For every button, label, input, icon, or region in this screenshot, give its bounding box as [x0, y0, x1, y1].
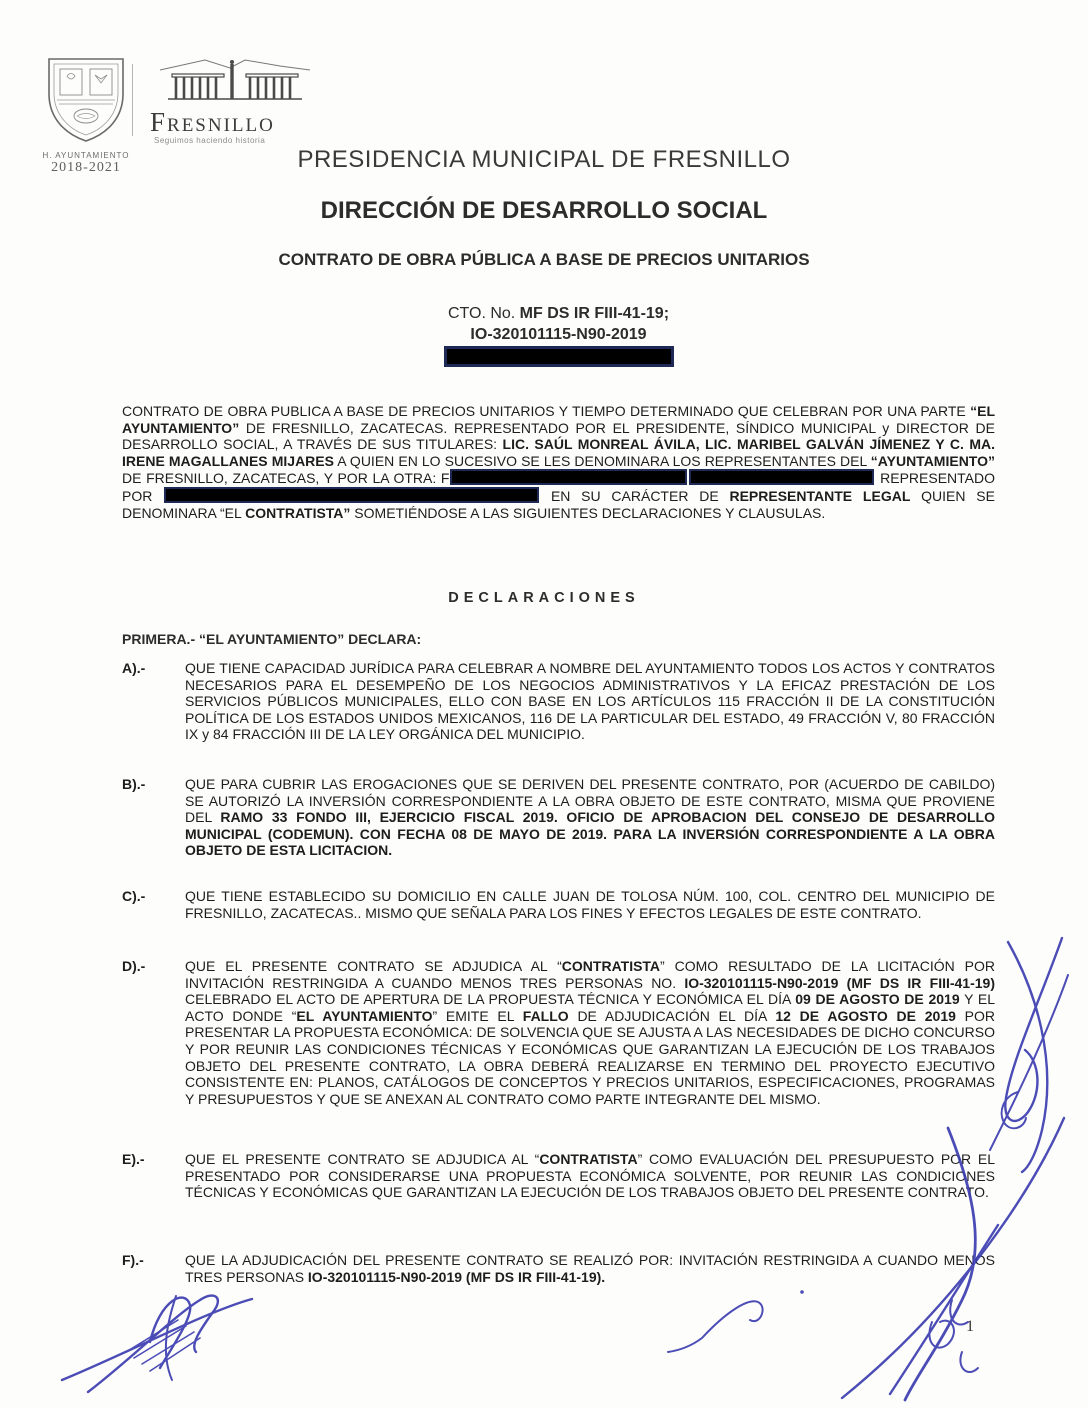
- declaration-item-e: [122, 1151, 995, 1201]
- text-segment: LIC. SAÚL MONREAL ÁVILA, LIC. MARIBEL GALVÁN JÍMENEZ Y C. MA. IRENE MAGALLANES MIJARES: [122, 436, 995, 469]
- shield-caption: H. AYUNTAMIENTO: [42, 151, 130, 160]
- department-title: DIRECCIÓN DE DESARROLLO SOCIAL: [320, 197, 768, 224]
- item-text: [185, 888, 995, 921]
- fresnillo-monument-icon: [150, 91, 318, 108]
- text-segment: QUE TIENE ESTABLECIDO SU DOMICILIO EN CALLE JUAN DE TOLOSA NÚM. 100, COL. CENTRO DEL MUNICIPIO DE FRESNILLO, ZACATECAS.. MISMO QUE SEÑALA PARA LOS FINES Y EFECTOS LEGALES DE ESTE CONTRATO.: [185, 888, 995, 921]
- declaration-item-d: [122, 958, 995, 1107]
- item-label: C).-: [122, 888, 146, 904]
- text-segment: QUE LA ADJUDICACIÓN DEL PRESENTE CONTRATO SE REALIZÓ POR: INVITACIÓN RESTRINGIDA A CUANDO MENOS TRES PERSONAS: [185, 1252, 995, 1285]
- text-segment: DE FRESNILLO, ZACATECAS, Y POR LA OTRA: F: [122, 470, 450, 487]
- text-segment: DE FRESNILLO, ZACATECAS. REPRESENTADO POR EL PRESIDENTE, SÍNDICO MUNICIPAL y DIRECTOR DE DESARROLLO SOCIAL, A TRAVÉS DE SUS TITULARES:: [122, 419, 995, 453]
- text-segment: ” COMO EVALUACIÓN DEL PRESUPUESTO POR EL PRESENTADO POR CONSIDERARSE UNA PROPUESTA ECONÓMICA SOLVENTE, POR REUNIR LAS CONDICIONES TÉCNICAS Y ECONÓMICAS QUE GARANTIZAN LA EJECUCIÓN DE LOS TRABAJOS OBJETO DEL PRESENTE CONTRATO.: [185, 1151, 996, 1201]
- text-segment: CONTRATISTA: [561, 958, 661, 974]
- item-label: D).-: [122, 958, 146, 974]
- text-segment: IO-320101115-N90-2019 (MF DS IR FIII-41-19).: [307, 1268, 606, 1285]
- page-title: PRESIDENCIA MUNICIPAL DE FRESNILLO: [297, 146, 791, 173]
- redaction-bar: [450, 469, 687, 485]
- document-type-title: CONTRATO DE OBRA PÚBLICA A BASE DE PRECIOS UNITARIOS: [278, 250, 810, 269]
- contract-number: MF DS IR FIII-41-19;: [519, 305, 670, 322]
- text-segment: “AYUNTAMIENTO”: [870, 452, 995, 469]
- item-label: A).-: [122, 660, 146, 676]
- text-segment: CELEBRADO EL ACTO DE APERTURA DE LA PROPUESTA TÉCNICA Y ECONÓMICA EL DÍA: [185, 991, 796, 1008]
- redaction-bar: [689, 469, 874, 485]
- text-segment: CONTRATO DE OBRA PUBLICA A BASE DE PRECIOS UNITARIOS Y TIEMPO DETERMINADO QUE CELEBRAN POR UNA PARTE: [122, 403, 971, 419]
- text-segment: RAMO 33 FONDO III, EJERCICIO FISCAL 2019. OFICIO DE APROBACION DEL CONSEJO DE DESARROLLO MUNICIPAL (CODEMUN). CON FECHA 08 DE MAYO DE 2019. PARA LA INVERSIÓN CORRESPONDIENTE A LA OBRA OBJETO DE ESTA LICITACION.: [185, 809, 995, 859]
- item-text: [185, 1252, 995, 1285]
- item-label: E).-: [122, 1151, 145, 1167]
- text-segment: ” EMITE EL: [432, 1007, 523, 1024]
- text-segment: REPRESENTANTE LEGAL: [729, 487, 911, 504]
- contract-number-line: CTO. No. MF DS IR FIII-41-19;: [447, 305, 670, 322]
- text-segment: CONTRATISTA: [539, 1151, 638, 1167]
- item-label: F).-: [122, 1252, 144, 1268]
- declaration-item-f: [122, 1252, 995, 1285]
- text-segment: FALLO: [522, 1007, 569, 1024]
- signature-right-margin: [990, 938, 1068, 1172]
- fresnillo-tagline: Seguimos haciendo historia: [154, 136, 266, 145]
- text-segment: “EL AYUNTAMIENTO”: [122, 403, 995, 436]
- declarations-heading: DECLARACIONES: [448, 590, 640, 606]
- item-text: [185, 958, 995, 1107]
- item-text: [185, 776, 995, 859]
- item-text: [185, 1151, 995, 1201]
- declaration-item-c: [122, 888, 995, 921]
- text-segment: EN SU CARÁCTER DE: [540, 487, 730, 504]
- primera-declaration-title: PRIMERA.- “EL AYUNTAMIENTO” DECLARA:: [122, 631, 422, 647]
- text-segment: A QUIEN EN LO SUCESIVO SE LES DENOMINARA LOS REPRESENTANTES DEL: [333, 452, 871, 469]
- text-segment: QUIEN SE DENOMINARA “EL: [122, 487, 995, 521]
- redaction-bar: [444, 346, 674, 367]
- intro-paragraph: [122, 403, 995, 521]
- text-segment: Y EL ACTO DONDE “: [185, 991, 995, 1024]
- redaction-bar: [164, 487, 539, 503]
- item-text: [185, 660, 995, 743]
- text-segment: 09 DE AGOSTO DE 2019: [795, 991, 960, 1008]
- fresnillo-wordmark: Fresnillo: [150, 107, 275, 137]
- text-segment: DE ADJUDICACIÓN EL DÍA: [568, 1007, 776, 1024]
- text-segment: IO-320101115-N90-2019 (MF DS IR FIII-41-19): [684, 974, 995, 991]
- text-segment: EL AYUNTAMIENTO: [296, 1007, 433, 1024]
- fresnillo-logo: [150, 58, 330, 145]
- tender-number: IO-320101115-N90-2019: [470, 326, 647, 343]
- contract-number-block: [122, 303, 995, 373]
- page-number: 1: [966, 1318, 974, 1335]
- signature-bottom-left: [62, 1296, 252, 1392]
- item-label: B).-: [122, 776, 146, 792]
- text-segment: QUE EL PRESENTE CONTRATO SE ADJUDICA AL “: [185, 1151, 540, 1167]
- shield-years: 2018-2021: [51, 160, 121, 175]
- declaration-item-b: [122, 776, 995, 859]
- text-segment: CONTRATISTA”: [245, 504, 351, 521]
- text-segment: QUE PARA CUBRIR LAS EROGACIONES QUE SE DERIVEN DEL PRESENTE CONTRATO, POR (ACUERDO DE CABILDO) SE AUTORIZÓ LA INVERSIÓN CORRESPONDIENTE A LA OBRA OBJETO DE ESTE CONTRATO, MISMA QUE PROVIENE DEL: [185, 776, 995, 826]
- text-segment: SOMETIÉNDOSE A LAS SIGUIENTES DECLARACIONES Y CLAUSULAS.: [350, 504, 826, 521]
- declaration-item-a: [122, 660, 995, 743]
- text-segment: QUE TIENE CAPACIDAD JURÍDICA PARA CELEBRAR A NOMBRE DEL AYUNTAMIENTO TODOS LOS ACTOS Y CONTRATOS NECESARIOS PARA EL DESEMPEÑO DE LOS NEGOCIOS ADMINISTRATIVOS Y LA EFICAZ PRESTACIÓN DE LOS SERVICIOS PÚBLICOS MUNICIPALES, ELLO CON BASE EN LOS ARTÍCULOS 115 FRACCIÓN II DE LA CONSTITUCIÓN POLÍTICA DE LOS ESTADOS UNIDOS MEXICANOS, 116 DE LA PARTICULAR DEL ESTADO, 49 FRACCIÓN V, 80 FRACCIÓN IX y 84 FRACCIÓN III DE LA LEY ORGÁNICA DEL MUNICIPIO.: [185, 660, 995, 743]
- text-segment: POR PRESENTAR LA PROPUESTA ECONÓMICA: DE SOLVENCIA QUE SE AJUSTA A LAS NECESIDADES DE DICHO CONCURSO Y POR REUNIR LAS CONDICIONES TÉCNICAS Y ECONÓMICAS QUE GARANTIZAN LA EJECUCIÓN DE LOS TRABAJOS OBJETO DEL PRESENTE CONTRATO, LA OBRA DEBERÁ REALIZARSE EN TERMINO DEL PROYECTO EJECUTIVO CONSISTENTE EN: PLANOS, CATÁLOGOS DE CONCEPTOS Y PRECIOS UNITARIOS, ESPECIFICACIONES, PROGRAMAS Y PRESUPUESTOS Y QUE SE ANEXAN AL CONTRATO COMO PARTE INTEGRANTE DEL MISMO.: [185, 1007, 996, 1107]
- text-segment: QUE EL PRESENTE CONTRATO SE ADJUDICA AL “: [185, 958, 562, 974]
- logo-divider: [132, 64, 133, 136]
- text-segment: ” COMO RESULTADO DE LA LICITACIÓN POR INVITACIÓN RESTRINGIDA A CUANDO MENOS TRES PERSONAS NO.: [185, 958, 995, 991]
- text-segment: 12 DE AGOSTO DE 2019: [775, 1007, 956, 1024]
- text-segment: REPRESENTADO POR: [122, 470, 995, 504]
